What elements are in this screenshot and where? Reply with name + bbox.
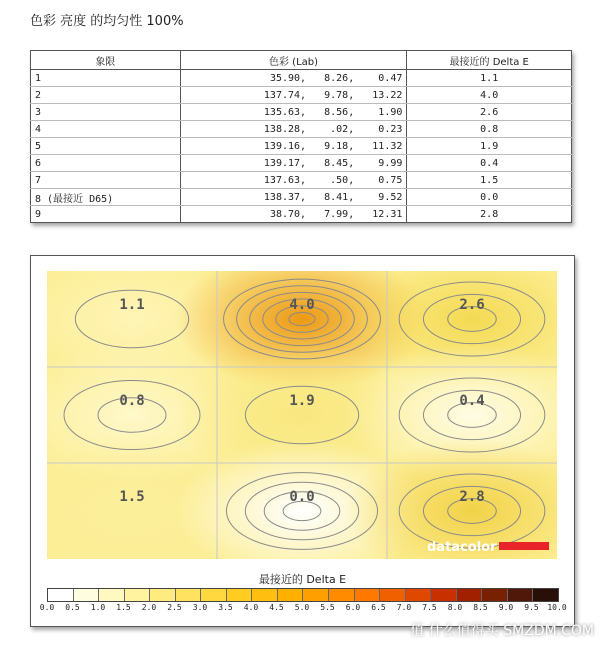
lab-cell: 38.70, 7.99, 12.31 xyxy=(180,206,407,223)
scale-tick-label: 9.5 xyxy=(524,603,539,612)
scale-tick-label: 7.5 xyxy=(422,603,437,612)
lab-cell: 137.74, 9.78, 13.22 xyxy=(180,87,407,104)
scale-segment xyxy=(431,589,457,601)
header-delta-e: 最接近的 Delta E xyxy=(407,51,572,70)
lab-cell: 137.63, .50, 0.75 xyxy=(180,172,407,189)
table-header-row xyxy=(31,51,572,70)
scale-segment xyxy=(508,589,534,601)
quadrant-cell: 7 xyxy=(31,172,181,189)
delta-e-cell: 1.1 xyxy=(407,70,572,87)
scale-segment xyxy=(48,589,74,601)
color-scale xyxy=(47,588,559,602)
scale-tick-label: 4.5 xyxy=(269,603,284,612)
scale-tick-label: 6.5 xyxy=(371,603,386,612)
lab-cell: 138.28, .02, 0.23 xyxy=(180,121,407,138)
quadrant-cell: 3 xyxy=(31,104,181,121)
scale-segment xyxy=(303,589,329,601)
scale-tick-label: 8.5 xyxy=(473,603,488,612)
cell-value-label: 0.4 xyxy=(459,393,485,409)
scale-segment xyxy=(176,589,202,601)
quadrant-cell: 2 xyxy=(31,87,181,104)
delta-e-cell: 1.5 xyxy=(407,172,572,189)
scale-tick-label: 5.5 xyxy=(320,603,335,612)
scale-tick-label: 1.5 xyxy=(116,603,131,612)
cell-value-label: 0.0 xyxy=(289,489,315,505)
cell-value-label: 4.0 xyxy=(289,297,315,313)
scale-segment xyxy=(227,589,253,601)
brand-logo-text: datacolor xyxy=(427,540,497,555)
scale-tick-label: 8.0 xyxy=(447,603,463,612)
scale-segment xyxy=(278,589,304,601)
scale-segment xyxy=(457,589,483,601)
delta-e-cell: 4.0 xyxy=(407,87,572,104)
scale-segment xyxy=(406,589,432,601)
delta-e-cell: 0.8 xyxy=(407,121,572,138)
quadrant-cell: 5 xyxy=(31,138,181,155)
delta-e-cell: 2.8 xyxy=(407,206,572,223)
scale-tick-label: 9.0 xyxy=(498,603,514,612)
table-row xyxy=(31,121,572,138)
lab-cell: 35.90, 8.26, 0.47 xyxy=(180,70,407,87)
scale-segment xyxy=(150,589,176,601)
legend-title: 最接近的 Delta E xyxy=(258,573,347,586)
lab-cell: 139.16, 9.18, 11.32 xyxy=(180,138,407,155)
scale-tick-label: 3.0 xyxy=(192,603,208,612)
lab-cell: 139.17, 8.45, 9.99 xyxy=(180,155,407,172)
scale-ticks xyxy=(39,603,577,615)
cell-value-label: 0.8 xyxy=(119,393,145,409)
lab-cell: 135.63, 8.56, 1.90 xyxy=(180,104,407,121)
heatmap-plot xyxy=(47,271,557,559)
delta-e-cell: 0.0 xyxy=(407,189,572,206)
delta-e-cell: 0.4 xyxy=(407,155,572,172)
delta-e-cell: 2.6 xyxy=(407,104,572,121)
cell-value-label: 1.1 xyxy=(119,297,145,313)
scale-tick-label: 0.5 xyxy=(65,603,80,612)
scale-tick-label: 2.5 xyxy=(167,603,182,612)
scale-segment xyxy=(125,589,151,601)
lab-table xyxy=(30,50,572,223)
scale-tick-label: 4.0 xyxy=(243,603,259,612)
page-title: 色彩 亮度 的均匀性 100% xyxy=(30,14,184,29)
scale-segment xyxy=(355,589,381,601)
scale-segment xyxy=(533,589,558,601)
quadrant-cell: 4 xyxy=(31,121,181,138)
scale-tick-label: 10.0 xyxy=(547,603,567,612)
cell-value-label: 2.8 xyxy=(459,489,485,505)
scale-segment xyxy=(329,589,355,601)
scale-segment xyxy=(74,589,100,601)
table-row xyxy=(31,172,572,189)
scale-segment xyxy=(380,589,406,601)
scale-tick-label: 7.0 xyxy=(396,603,412,612)
heatmap-panel xyxy=(30,255,575,627)
scale-tick-label: 1.0 xyxy=(90,603,106,612)
table-row xyxy=(31,155,572,172)
header-quadrant: 象限 xyxy=(31,51,181,70)
scale-segment xyxy=(482,589,508,601)
scale-tick-label: 3.5 xyxy=(218,603,233,612)
quadrant-cell: 6 xyxy=(31,155,181,172)
table-row xyxy=(31,70,572,87)
lab-cell: 138.37, 8.41, 9.52 xyxy=(180,189,407,206)
watermark: 值 什么值得买 SMZDM.COM xyxy=(410,623,594,639)
quadrant-cell: 9 xyxy=(31,206,181,223)
cell-value-label: 1.9 xyxy=(289,393,315,409)
scale-segment xyxy=(252,589,278,601)
delta-e-cell: 1.9 xyxy=(407,138,572,155)
table-row xyxy=(31,87,572,104)
brand-logo-bar xyxy=(499,542,549,550)
table-row xyxy=(31,206,572,223)
scale-tick-label: 6.0 xyxy=(345,603,361,612)
scale-tick-label: 2.0 xyxy=(141,603,157,612)
table-row xyxy=(31,138,572,155)
scale-tick-label: 0.0 xyxy=(39,603,55,612)
cell-value-label: 1.5 xyxy=(119,489,145,505)
scale-tick-label: 5.0 xyxy=(294,603,310,612)
header-lab: 色彩 (Lab) xyxy=(180,51,407,70)
scale-segment xyxy=(201,589,227,601)
table-row xyxy=(31,189,572,206)
table-row xyxy=(31,104,572,121)
scale-segment xyxy=(99,589,125,601)
quadrant-cell: 1 xyxy=(31,70,181,87)
quadrant-cell: 8 (最接近 D65) xyxy=(31,189,181,206)
cell-value-label: 2.6 xyxy=(459,297,485,313)
